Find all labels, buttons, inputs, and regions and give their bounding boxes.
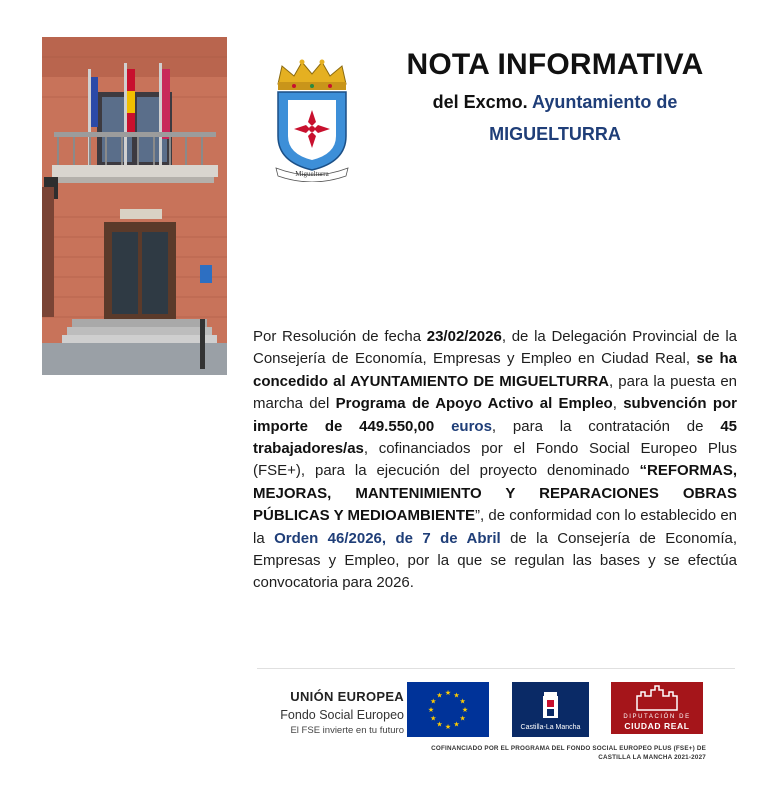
eu-star-icon: ★ — [430, 715, 437, 723]
eu-fund-text — [262, 688, 404, 738]
footer-divider — [257, 668, 735, 669]
body-text: , de la Delegación Provincial de la Consejería de Economía, Empresas y Empleo en Ciudad Real, — [253, 328, 738, 368]
eu-fund-name: Fondo Social Europeo — [280, 708, 404, 722]
eu-title: UNIÓN EUROPEA — [290, 689, 404, 704]
eu-star-icon: ★ — [436, 721, 443, 729]
program-name: Programa de Apoyo Activo al Empleo — [335, 395, 613, 413]
diputacion-line2: CIUDAD REAL — [624, 721, 690, 731]
town-hall-photo — [42, 37, 227, 375]
eu-star-icon: ★ — [444, 724, 452, 731]
body-text: , — [612, 395, 624, 413]
eu-star-icon: ★ — [453, 721, 460, 729]
body-text: de la Consejería de Economía, Empresas y Empleo, por la que se regulan las bases y se efectúa convocatoria para 2026. — [253, 529, 738, 592]
eu-star-icon: ★ — [459, 698, 466, 706]
eu-star-icon: ★ — [430, 698, 437, 706]
castilla-la-mancha-logo — [512, 682, 589, 737]
body-text: Por Resolución de fecha — [253, 328, 427, 345]
coat-of-arms-icon — [272, 58, 352, 182]
clm-label: Castilla-La Mancha — [520, 724, 581, 731]
diputacion-line1: DIPUTACIÓN DE — [623, 714, 691, 720]
subsidy-amount: subvención por importe de 449.550,00 — [253, 395, 737, 435]
cofinancing-line2: CASTILLA LA MANCHA 2021-2027 — [598, 753, 706, 761]
cofinancing-note — [400, 745, 706, 762]
subtitle — [385, 87, 725, 117]
crest-inscription: Miguelturra — [295, 170, 329, 178]
eu-star-icon: ★ — [444, 690, 452, 697]
project-name: “REFORMAS, MEJORAS, MANTENIMIENTO Y REPARACIONES OBRAS PÚBLICAS Y MEDIOAMBIENTE — [253, 462, 737, 525]
resolution-date: 23/02/2026 — [426, 328, 502, 345]
eu-star-icon: ★ — [427, 707, 435, 714]
header — [385, 45, 725, 149]
body-text: , cofinanciados por el Fondo Social Europeo Plus (FSE+), para la ejecución del proyecto denominado — [253, 440, 737, 480]
eu-star-icon: ★ — [459, 715, 466, 723]
eu-flag-icon — [407, 682, 489, 737]
cofinancing-line1: COFINANCIADO POR EL PROGRAMA DEL FONDO SOCIAL EUROPEO PLUS (FSE+) DE — [431, 745, 706, 752]
body-text: , para la puesta en marcha del — [253, 372, 737, 413]
subtitle-prefix: del Excmo. — [432, 92, 528, 112]
grant-statement: se ha concedido al AYUNTAMIENTO DE MIGUELTURRA — [253, 350, 738, 390]
eu-star-icon: ★ — [453, 692, 460, 700]
body-text: ”, de conformidad con lo establecido en la — [253, 507, 738, 547]
workers-count: 45 trabajadores/as — [253, 417, 737, 458]
subtitle-highlight: Ayuntamiento de — [532, 92, 678, 112]
currency: euros — [451, 417, 492, 435]
eu-slogan: El FSE invierte en tu futuro — [290, 725, 404, 736]
body-paragraph — [253, 326, 737, 595]
town-name: MIGUELTURRA — [489, 124, 621, 144]
diputacion-logo — [611, 682, 703, 734]
eu-star-icon: ★ — [436, 692, 443, 700]
body-text: , para la contratación de — [491, 417, 721, 435]
page-title: NOTA INFORMATIVA — [406, 48, 704, 81]
eu-star-icon: ★ — [461, 707, 469, 714]
body-text — [434, 418, 451, 435]
order-reference: Orden 46/2026, de 7 de Abril — [274, 529, 501, 547]
